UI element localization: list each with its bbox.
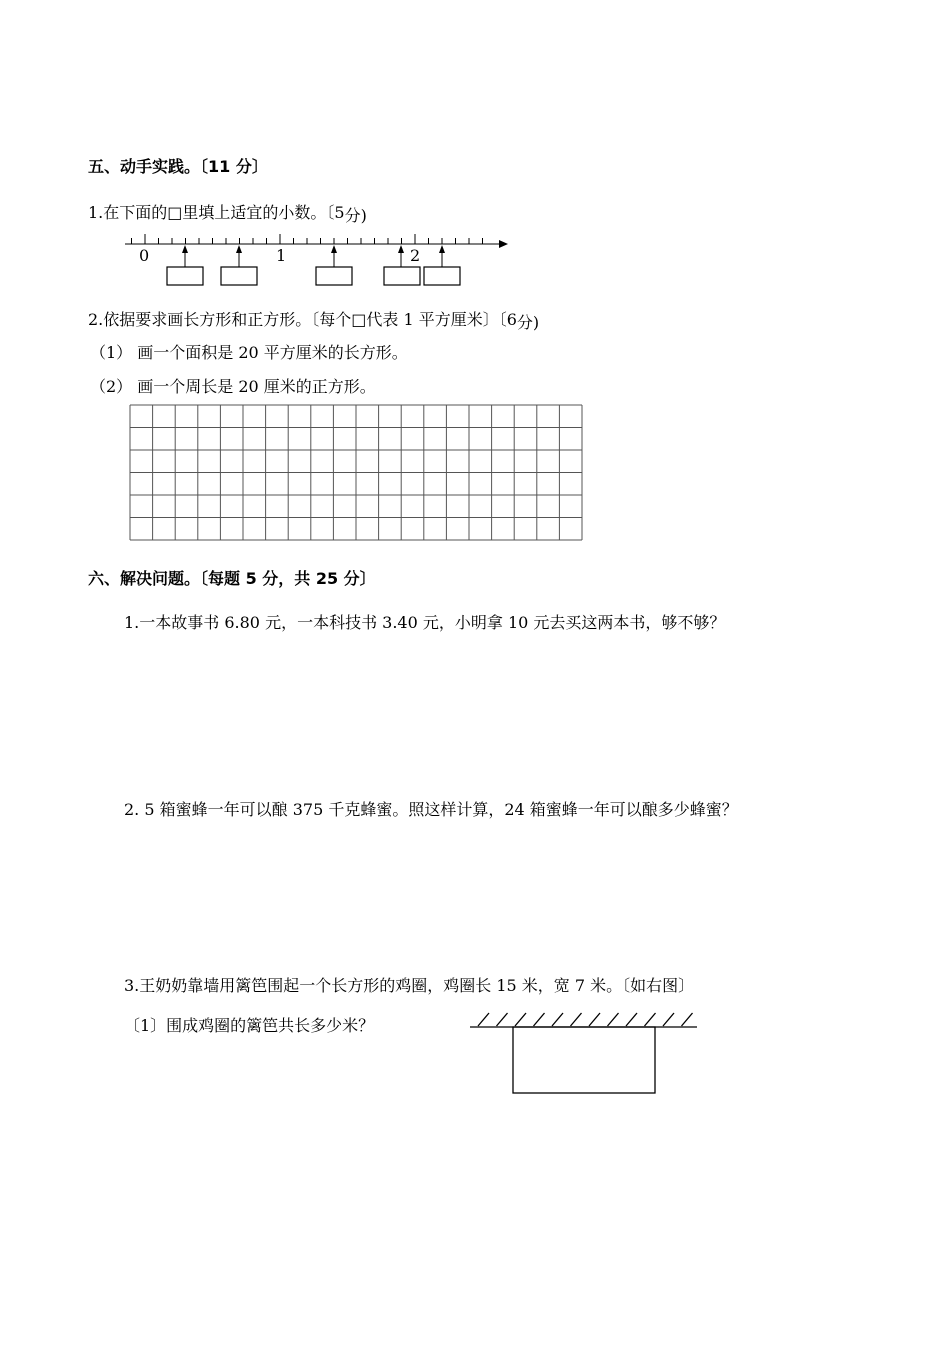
answer-box[interactable]: [221, 267, 257, 285]
axis-label-2: 2: [410, 246, 421, 265]
wall-hatch: [571, 1013, 582, 1026]
arrow-head: [182, 245, 188, 253]
wall-hatch: [608, 1013, 619, 1026]
arrow-head: [331, 245, 337, 253]
wall-hatch: [645, 1013, 656, 1026]
q2-text: [88, 310, 539, 330]
q1-score: 分): [344, 206, 367, 225]
arrow-head: [398, 245, 404, 253]
coop-rectangle: [513, 1027, 655, 1093]
wall-hatch: [534, 1013, 545, 1026]
q1-prompt: 1.在下面的□里填上适宜的小数。〔5: [88, 203, 345, 222]
problem-3: 3.王奶奶靠墙用篱笆围起一个长方形的鸡圈，鸡圈长 15 米，宽 7 米。〔如右图〕: [124, 976, 695, 995]
answer-box[interactable]: [384, 267, 420, 285]
axis-label-1: 1: [276, 246, 287, 265]
answer-box[interactable]: [316, 267, 352, 285]
wall-hatch: [663, 1013, 674, 1026]
wall-hatch: [552, 1013, 563, 1026]
q2-sub2: （2） 画一个周长是 20 厘米的正方形。: [90, 377, 376, 396]
q1-text: [88, 203, 367, 223]
wall-hatch: [478, 1013, 489, 1026]
drawing-grid[interactable]: [130, 405, 583, 541]
problem-1: 1.一本故事书 6.80 元，一本科技书 3.40 元，小明拿 10 元去买这两本书，够不够？: [124, 613, 726, 632]
q2-prompt: 2.依据要求画长方形和正方形。〔每个□代表 1 平方厘米〕〔6: [88, 310, 517, 329]
coop-figure: [470, 1013, 697, 1093]
problem-2: 2. 5 箱蜜蜂一年可以酿 375 千克蜂蜜。照这样计算，24 箱蜜蜂一年可以酿多少蜂蜜？: [124, 800, 738, 819]
arrow-head: [236, 245, 242, 253]
answer-box[interactable]: [424, 267, 460, 285]
number-line: [125, 234, 508, 267]
wall-hatch: [589, 1013, 600, 1026]
wall-hatch: [515, 1013, 526, 1026]
arrow-head: [439, 245, 445, 253]
q2-sub1: （1） 画一个面积是 20 平方厘米的长方形。: [90, 343, 408, 362]
q2-score: 分): [516, 313, 540, 332]
section5-title: 五、动手实践。〔11 分〕: [88, 157, 268, 176]
wall-hatch: [626, 1013, 637, 1026]
wall-hatch: [497, 1013, 508, 1026]
wall-hatch: [682, 1013, 693, 1026]
answer-box[interactable]: [167, 267, 203, 285]
section6-title: 六、解决问题。〔每题 5 分，共 25 分〕: [88, 569, 376, 588]
axis-label-0: 0: [139, 246, 150, 265]
problem-3-sub1: 〔1〕围成鸡圈的篱笆共长多少米？: [124, 1016, 375, 1035]
